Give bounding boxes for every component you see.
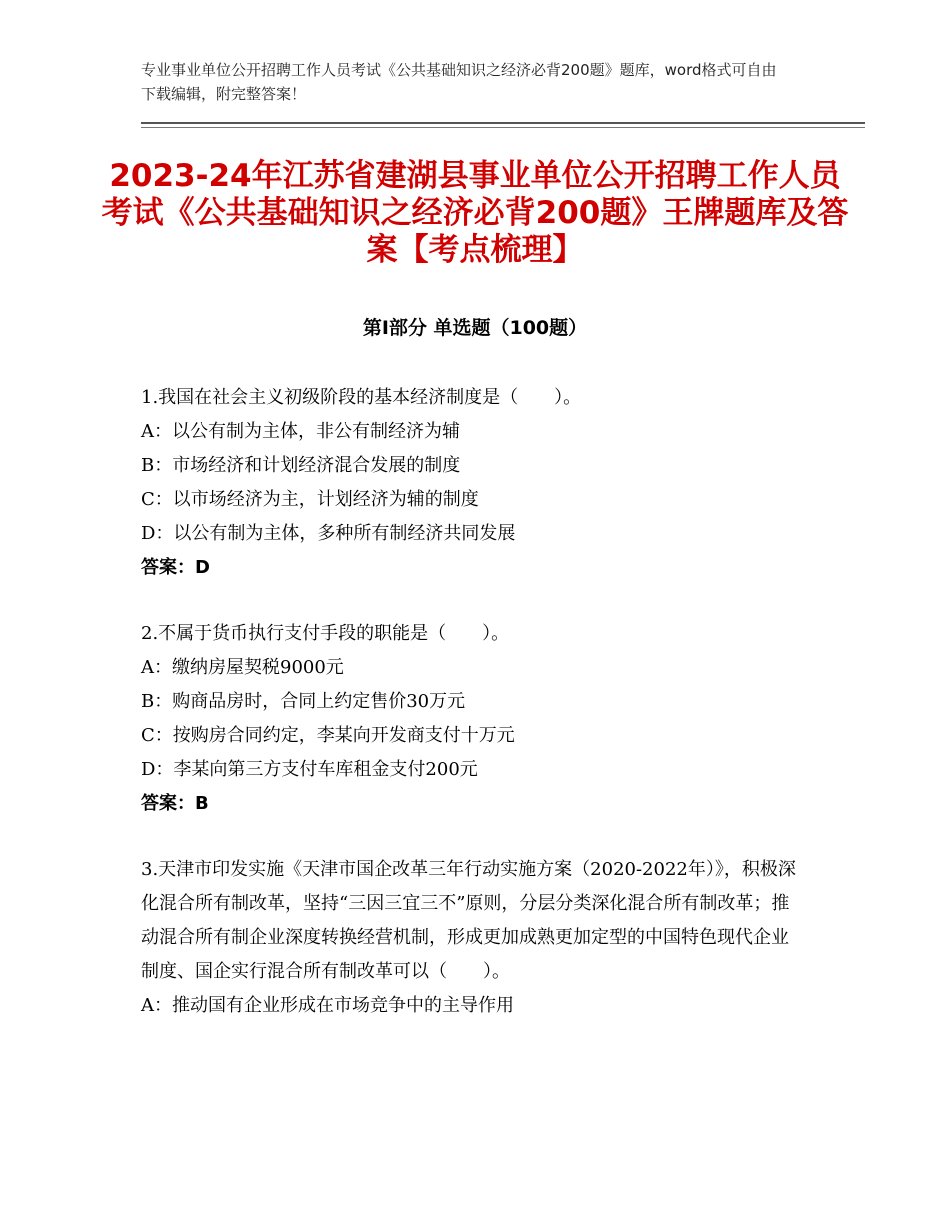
question-3 xyxy=(141,853,803,1023)
option-a: A：以公有制为主体，非公有制经济为辅 xyxy=(141,421,460,442)
option-a: A：推动国有企业形成在市场竞争中的主导作用 xyxy=(141,995,514,1016)
header-divider-thin xyxy=(141,127,865,128)
document-title: 2023-24年江苏省建湖县事业单位公开招聘工作人员考试《公共基础知识之经济必背200题》王牌题库及答案【考点梳理】 xyxy=(101,158,849,268)
option-b: B：购商品房时，合同上约定售价30万元 xyxy=(141,691,466,712)
question-1 xyxy=(141,381,803,585)
answer: 答案：B xyxy=(141,793,209,814)
question-2 xyxy=(141,617,803,821)
question-stem: 3.天津市印发实施《天津市国企改革三年行动实施方案（2020-2022年）》，积极深化混合所有制改革，坚持“三因三宜三不”原则，分层分类深化混合所有制改革；推动混合所有制企业深度转换经营机制，形成更加成熟更加定型的中国特色现代企业制度、国企实行混合所有制改革可以（ ）。 xyxy=(141,859,796,982)
option-d: D：以公有制为主体，多种所有制经济共同发展 xyxy=(141,523,516,544)
question-stem: 2.不属于货币执行支付手段的职能是（ ）。 xyxy=(141,623,510,644)
question-stem: 1.我国在社会主义初级阶段的基本经济制度是（ ）。 xyxy=(141,387,582,408)
answer: 答案：D xyxy=(141,557,210,578)
option-d: D：李某向第三方支付车库租金支付200元 xyxy=(141,759,478,780)
option-a: A：缴纳房屋契税9000元 xyxy=(141,657,344,678)
option-c: C：以市场经济为主，计划经济为辅的制度 xyxy=(141,489,479,510)
option-b: B：市场经济和计划经济混合发展的制度 xyxy=(141,455,461,476)
header-divider-thick xyxy=(141,122,865,124)
section-heading: 第I部分 单选题（100题） xyxy=(362,317,588,339)
option-c: C：按购房合同约定，李某向开发商支付十万元 xyxy=(141,725,515,746)
question-list xyxy=(141,381,803,1055)
header-note: 专业事业单位公开招聘工作人员考试《公共基础知识之经济必背200题》题库，word格式可自由下载编辑，附完整答案！ xyxy=(141,61,777,103)
